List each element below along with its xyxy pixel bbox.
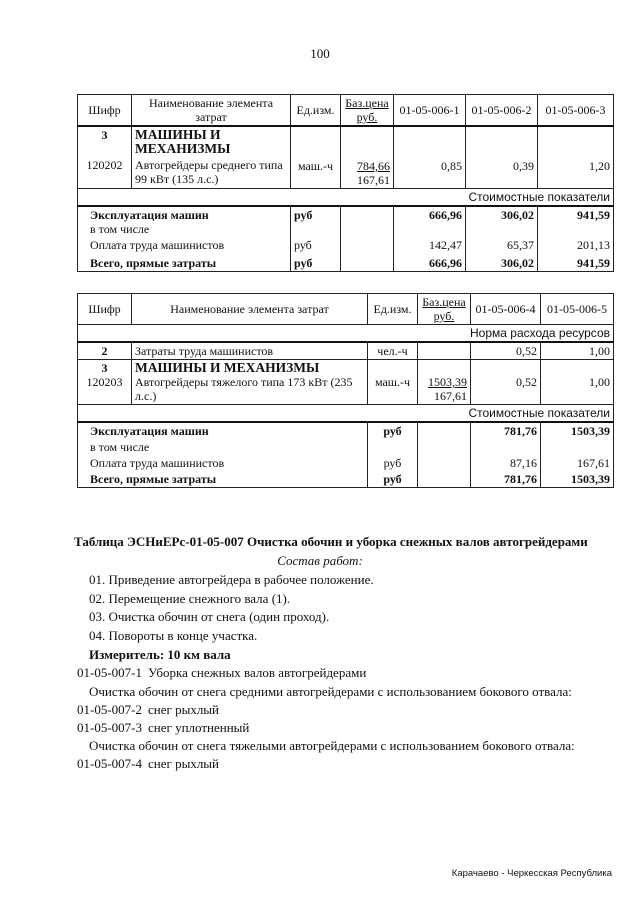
work-step: 04. Повороты в конце участка. (89, 628, 258, 643)
summary-value-cell: 306,02 65,37 306,02 (466, 206, 538, 272)
col-header-unit: Ед.изм. (291, 95, 341, 127)
work-step: 03. Очистка обочин от снега (один проход). (89, 609, 330, 624)
labor-num: 2 (78, 342, 132, 360)
section-title: Таблица ЭСНиЕРс-01-05-007 Очистка обочин и уборка снежных валов автогрейдерами (74, 534, 588, 549)
summary-label-cell: Эксплуатация машин в том числе Оплата труда машинистов Всего, прямые затраты (78, 206, 291, 272)
resource-table-1 (77, 94, 614, 272)
col-header-unit: Ед.изм. (368, 294, 418, 325)
col-header-code: Шифр (78, 294, 132, 325)
item-text: снег уплотненный (148, 720, 250, 735)
table-row (78, 422, 614, 488)
summary-label-cell: Эксплуатация машин в том числе Оплата труда машинистов Всего, прямые затраты (78, 422, 368, 488)
unit-cell: маш.-ч (291, 126, 341, 189)
cost-label-row (78, 405, 614, 423)
resource-table-2 (77, 293, 614, 488)
table-header-row (78, 294, 614, 325)
cost-label-row (78, 189, 614, 207)
paragraph: Очистка обочин от снега тяжелыми автогрейдерами с использованием бокового отвала: (89, 738, 575, 753)
summary-unit-cell: руб руб руб (291, 206, 341, 272)
col-header-price: Баз.цена руб. (341, 95, 394, 127)
labor-unit: чел.-ч (368, 342, 418, 360)
cost-label: Стоимостные показатели (78, 189, 614, 207)
work-step: 02. Перемещение снежного вала (1). (89, 591, 291, 606)
item-text: Уборка снежных валов автогрейдерами (148, 665, 367, 680)
col-header-code-1: 01-05-006-1 (394, 95, 466, 127)
value-cell: 1,00 (541, 342, 614, 360)
value-cell: 1,20 (538, 126, 614, 189)
col-header-price: Баз.цена руб. (418, 294, 471, 325)
value-cell: 0,52 (471, 360, 541, 405)
item-code: 01-05-007-2 (77, 702, 142, 717)
table-header-row (78, 95, 614, 127)
value-cell: 0,39 (466, 126, 538, 189)
item-text: снег рыхлый (148, 702, 219, 717)
section-cell: 3 120203 (78, 360, 132, 405)
item-text: снег рыхлый (148, 756, 219, 771)
work-step: 01. Приведение автогрейдера в рабочее положение. (89, 572, 374, 587)
price-cell: 1503,39 167,61 (418, 360, 471, 405)
col-header-code-2: 01-05-006-2 (466, 95, 538, 127)
col-header-code-4: 01-05-006-4 (471, 294, 541, 325)
section-subtitle: Состав работ: (277, 553, 363, 568)
labor-name: Затраты труда машинистов (132, 342, 368, 360)
table-row (78, 342, 614, 360)
summary-value-cell: 1503,39 167,61 1503,39 (541, 422, 614, 488)
page-number: 100 (310, 46, 330, 61)
summary-value-cell: 941,59 201,13 941,59 (538, 206, 614, 272)
summary-price-cell (418, 422, 471, 488)
footer-region: Карачаево - Черкесская Республика (451, 868, 612, 879)
measure-unit: Измеритель: 10 км вала (89, 647, 231, 662)
value-cell: 0,85 (394, 126, 466, 189)
section-name-cell: МАШИНЫ И МЕХАНИЗМЫ Автогрейдеры тяжелого типа 173 кВт (235 л.с.) (132, 360, 368, 405)
summary-value-cell: 666,96 142,47 666,96 (394, 206, 466, 272)
summary-unit-cell: руб руб руб (368, 422, 418, 488)
item-code: 01-05-007-4 (77, 756, 142, 771)
cost-label: Стоимостные показатели (78, 405, 614, 423)
norm-label: Норма расхода ресурсов (78, 325, 614, 343)
col-header-name: Наименование элемента затрат (132, 294, 368, 325)
section-cell: 3 120202 (78, 126, 132, 189)
item-code: 01-05-007-3 (77, 720, 142, 735)
value-cell: 1,00 (541, 360, 614, 405)
table-row (78, 126, 614, 189)
price-cell: 784,66 167,61 (341, 126, 394, 189)
summary-price-cell (341, 206, 394, 272)
col-header-code-3: 01-05-006-3 (538, 95, 614, 127)
unit-cell: маш.-ч (368, 360, 418, 405)
value-cell: 0,52 (471, 342, 541, 360)
col-header-name: Наименование элемента затрат (132, 95, 291, 127)
table-row (78, 206, 614, 272)
table-row (78, 360, 614, 405)
summary-value-cell: 781,76 87,16 781,76 (471, 422, 541, 488)
col-header-code-5: 01-05-006-5 (541, 294, 614, 325)
norm-label-row (78, 325, 614, 343)
item-code: 01-05-007-1 (77, 665, 142, 680)
section-name-cell: МАШИНЫ И МЕХАНИЗМЫ Автогрейдеры среднего типа 99 кВт (135 л.с.) (132, 126, 291, 189)
col-header-code: Шифр (78, 95, 132, 127)
paragraph: Очистка обочин от снега средними автогрейдерами с использованием бокового отвала: (89, 684, 572, 699)
labor-price (418, 342, 471, 360)
